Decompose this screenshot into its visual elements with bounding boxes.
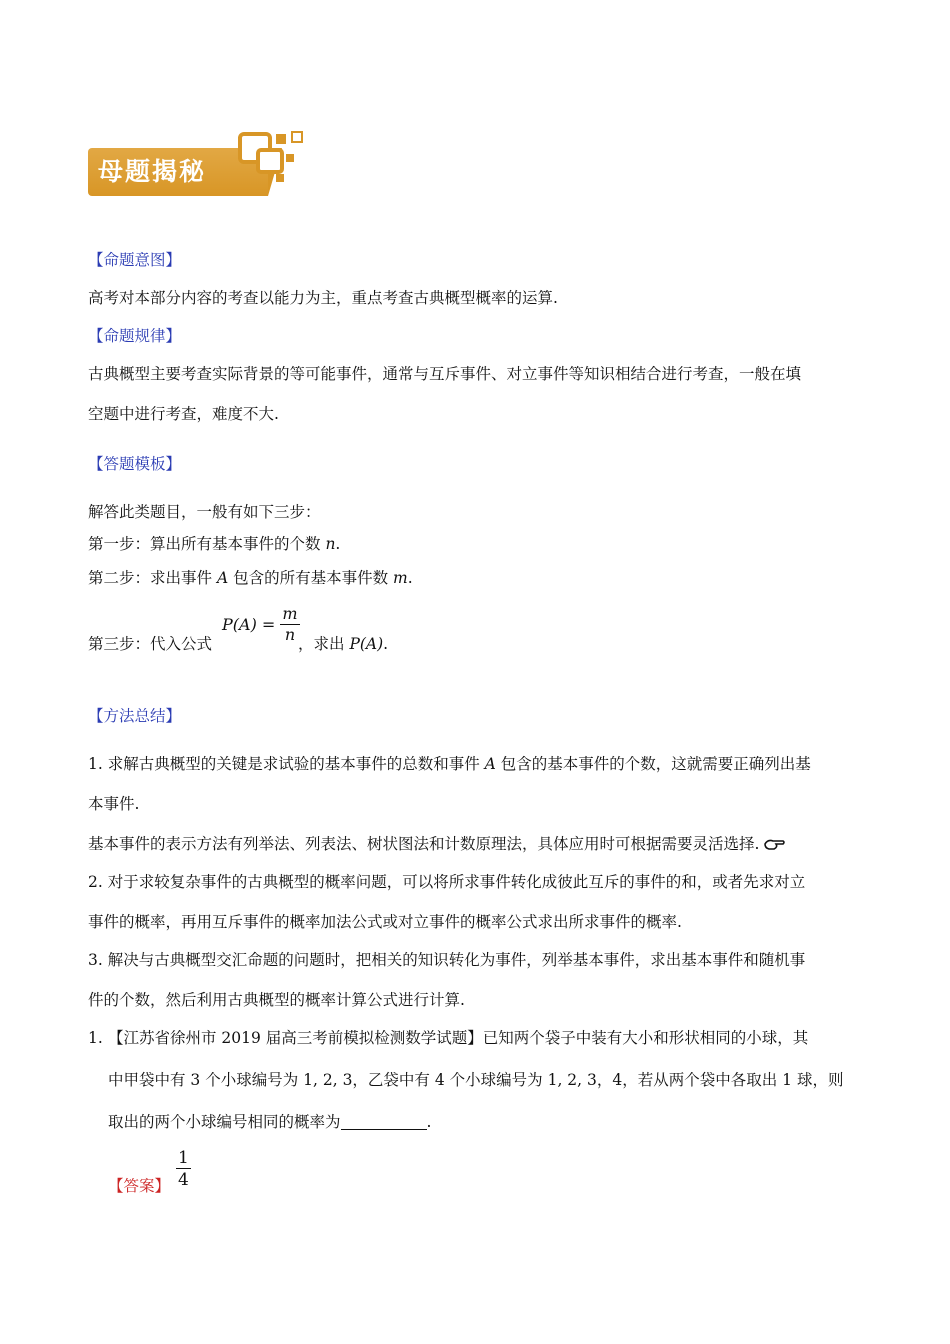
- formula-lhs: P(A) =: [222, 615, 276, 634]
- answer-fraction: [176, 1148, 191, 1191]
- formula-fraction: [280, 604, 299, 645]
- answer-label: 【答案】: [108, 1177, 171, 1195]
- method-1-text-a: 1. 求解古典概型的关键是求试验的基本事件的总数和事件: [88, 755, 485, 773]
- question-line3-end: .: [426, 1113, 432, 1131]
- method-1-line3-text: 基本事件的表示方法有列举法、列表法、树状图法和计数原理法，具体应用时可根据需要灵活选择.: [88, 835, 760, 853]
- question-line3: [108, 1112, 431, 1132]
- step-3-prefix: 第三步：代入公式: [88, 635, 213, 653]
- question-line3-text: 取出的两个小球编号相同的概率为: [108, 1113, 341, 1131]
- method-heading: 【方法总结】: [88, 707, 182, 725]
- formula-denominator: n: [284, 625, 296, 644]
- method-1-line3: [88, 834, 786, 854]
- step-3-suffix: [298, 634, 388, 654]
- step3-suffix: ，求出: [298, 635, 350, 653]
- step-2: [88, 568, 413, 588]
- question-line1: 【江苏省徐州市 2019 届高三考前模拟检测数学试题】已知两个袋子中装有大小和形状相同的小球，其: [108, 1029, 809, 1047]
- step2-var-m: m: [393, 569, 408, 587]
- template-heading: 【答题模板】: [88, 455, 182, 473]
- probability-formula: [222, 604, 300, 652]
- rule-text-line1: 古典概型主要考查实际背景的等可能事件，通常与互斥事件、对立事件等知识相结合进行考查，一般在填: [88, 365, 802, 383]
- step3-result: P(A): [349, 635, 384, 653]
- method-1-line2: 本事件.: [88, 795, 140, 813]
- banner-title: 母题揭秘: [98, 157, 207, 186]
- step2-suffix: .: [407, 569, 413, 587]
- method-3-line2: 件的个数，然后利用古典概型的概率计算公式进行计算.: [88, 991, 465, 1009]
- method-2-line1: 2. 对于求较复杂事件的古典概型的概率问题，可以将所求事件转化成彼此互斥的事件的和，或者先求对立: [88, 873, 806, 891]
- puzzle-squares-icon: [236, 128, 308, 188]
- answer-blank: [341, 1113, 427, 1130]
- formula-numerator: m: [282, 604, 298, 623]
- method-1-line1: [88, 754, 811, 774]
- intent-heading: 【命题意图】: [88, 251, 182, 269]
- method-1-var: A: [484, 755, 496, 773]
- method-3-line1: 3. 解决与古典概型交汇命题的问题时，把相关的知识转化为事件，列举基本事件，求出基本事件和随机事: [88, 951, 806, 969]
- section-banner: [88, 128, 308, 200]
- answer-denominator: 4: [178, 1170, 189, 1190]
- method-2-line2: 事件的概率，再用互斥事件的概率加法公式或对立事件的概率公式求出所求事件的概率.: [88, 913, 682, 931]
- step1-suffix: .: [335, 535, 341, 553]
- question-number: 1.: [88, 1029, 103, 1047]
- hand-pointer-icon: [764, 837, 786, 851]
- rule-heading: 【命题规律】: [88, 327, 182, 345]
- step1-prefix: 第一步：算出所有基本事件的个数: [88, 535, 326, 553]
- method-1-text-b: 包含的基本事件的个数，这就需要正确列出基: [495, 755, 811, 773]
- step3-end: .: [383, 635, 389, 653]
- answer-numerator: 1: [178, 1148, 189, 1168]
- step2-var-a: A: [216, 569, 229, 587]
- step2-prefix: 第二步：求出事件: [88, 569, 217, 587]
- intent-text: 高考对本部分内容的考查以能力为主，重点考查古典概型概率的运算.: [88, 289, 558, 307]
- step2-mid: 包含的所有基本事件数: [228, 569, 393, 587]
- rule-text-line2: 空题中进行考查，难度不大.: [88, 405, 279, 423]
- question-line2: 中甲袋中有 3 个小球编号为 1, 2, 3，乙袋中有 4 个小球编号为 1, 2, 3，4，若从两个袋中各取出 1 球，则: [108, 1071, 844, 1089]
- step-1: [88, 534, 340, 554]
- template-intro: 解答此类题目，一般有如下三步：: [88, 503, 321, 521]
- step1-var: n: [325, 535, 336, 553]
